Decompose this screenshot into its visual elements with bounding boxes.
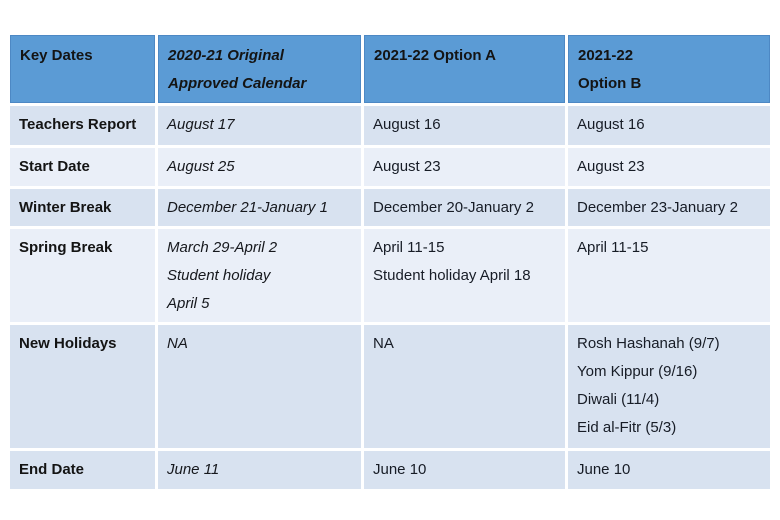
row-label: New Holidays bbox=[10, 325, 155, 448]
cell-text: December 20-January 2 bbox=[373, 199, 534, 216]
cell-option-a bbox=[364, 106, 565, 145]
header-key-dates-label: Key Dates bbox=[20, 47, 93, 64]
header-option-a-label: 2021-22 Option A bbox=[374, 47, 496, 64]
cell-text: June 10 bbox=[373, 461, 427, 478]
cell-text: August 23 bbox=[373, 158, 441, 175]
cell-option-b bbox=[568, 189, 770, 226]
row-label: Winter Break bbox=[10, 189, 155, 226]
page bbox=[0, 32, 780, 520]
table-row-end-date bbox=[10, 451, 770, 489]
cell-option-b bbox=[568, 451, 770, 489]
table-header-row bbox=[10, 35, 770, 103]
table-row-teachers-report bbox=[10, 106, 770, 145]
cell-text: March 29-April 2 bbox=[167, 239, 278, 256]
cell-text: August 16 bbox=[577, 116, 645, 133]
header-option-b-line-2: Option B bbox=[578, 75, 642, 92]
cell-original-calendar bbox=[158, 325, 361, 448]
cell-text: Eid al-Fitr (5/3) bbox=[577, 419, 677, 436]
header-2021-22-option-a bbox=[364, 35, 565, 103]
cell-text: December 21-January 1 bbox=[167, 199, 328, 216]
cell-original-calendar bbox=[158, 229, 361, 322]
cell-original-calendar bbox=[158, 189, 361, 226]
cell-text: August 25 bbox=[167, 158, 235, 175]
cell-option-a bbox=[364, 325, 565, 448]
cell-option-a bbox=[364, 451, 565, 489]
cell-original-calendar bbox=[158, 451, 361, 489]
row-label: Start Date bbox=[10, 148, 155, 186]
row-label: End Date bbox=[10, 451, 155, 489]
cell-option-a bbox=[364, 148, 565, 186]
row-label: Teachers Report bbox=[10, 106, 155, 145]
cell-option-b bbox=[568, 106, 770, 145]
cell-original-calendar bbox=[158, 148, 361, 186]
table-row-winter-break bbox=[10, 189, 770, 226]
cell-text: NA bbox=[167, 335, 188, 352]
cell-option-b bbox=[568, 325, 770, 448]
cell-option-b bbox=[568, 148, 770, 186]
cell-text: April 5 bbox=[167, 295, 210, 312]
header-2020-21-original-calendar bbox=[158, 35, 361, 103]
cell-text: NA bbox=[373, 335, 394, 352]
cell-option-a bbox=[364, 189, 565, 226]
table-row-new-holidays bbox=[10, 325, 770, 448]
cell-text: June 10 bbox=[577, 461, 631, 478]
cell-text: Diwali (11/4) bbox=[577, 391, 660, 408]
header-2021-22-option-b bbox=[568, 35, 770, 103]
cell-text: June 11 bbox=[167, 461, 220, 478]
header-original-line-1: 2020-21 Original bbox=[168, 47, 284, 64]
cell-text: August 16 bbox=[373, 116, 441, 133]
cell-text: Student holiday April 18 bbox=[373, 267, 531, 284]
cell-text: Yom Kippur (9/16) bbox=[577, 363, 698, 380]
cell-text: August 17 bbox=[167, 116, 235, 133]
cell-text: December 23-January 2 bbox=[577, 199, 738, 216]
table-row-start-date bbox=[10, 148, 770, 186]
cell-text: Rosh Hashanah (9/7) bbox=[577, 335, 720, 352]
key-dates-table bbox=[7, 32, 773, 492]
table-row-spring-break bbox=[10, 229, 770, 322]
cell-original-calendar bbox=[158, 106, 361, 145]
cell-option-a bbox=[364, 229, 565, 322]
cell-text: August 23 bbox=[577, 158, 645, 175]
header-option-b-line-1: 2021-22 bbox=[578, 47, 634, 64]
cell-text: April 11-15 bbox=[373, 239, 445, 256]
cell-text: Student holiday bbox=[167, 267, 271, 284]
cell-option-b bbox=[568, 229, 770, 322]
cell-text: April 11-15 bbox=[577, 239, 649, 256]
header-key-dates bbox=[10, 35, 155, 103]
row-label: Spring Break bbox=[10, 229, 155, 322]
header-original-line-2: Approved Calendar bbox=[168, 75, 307, 92]
